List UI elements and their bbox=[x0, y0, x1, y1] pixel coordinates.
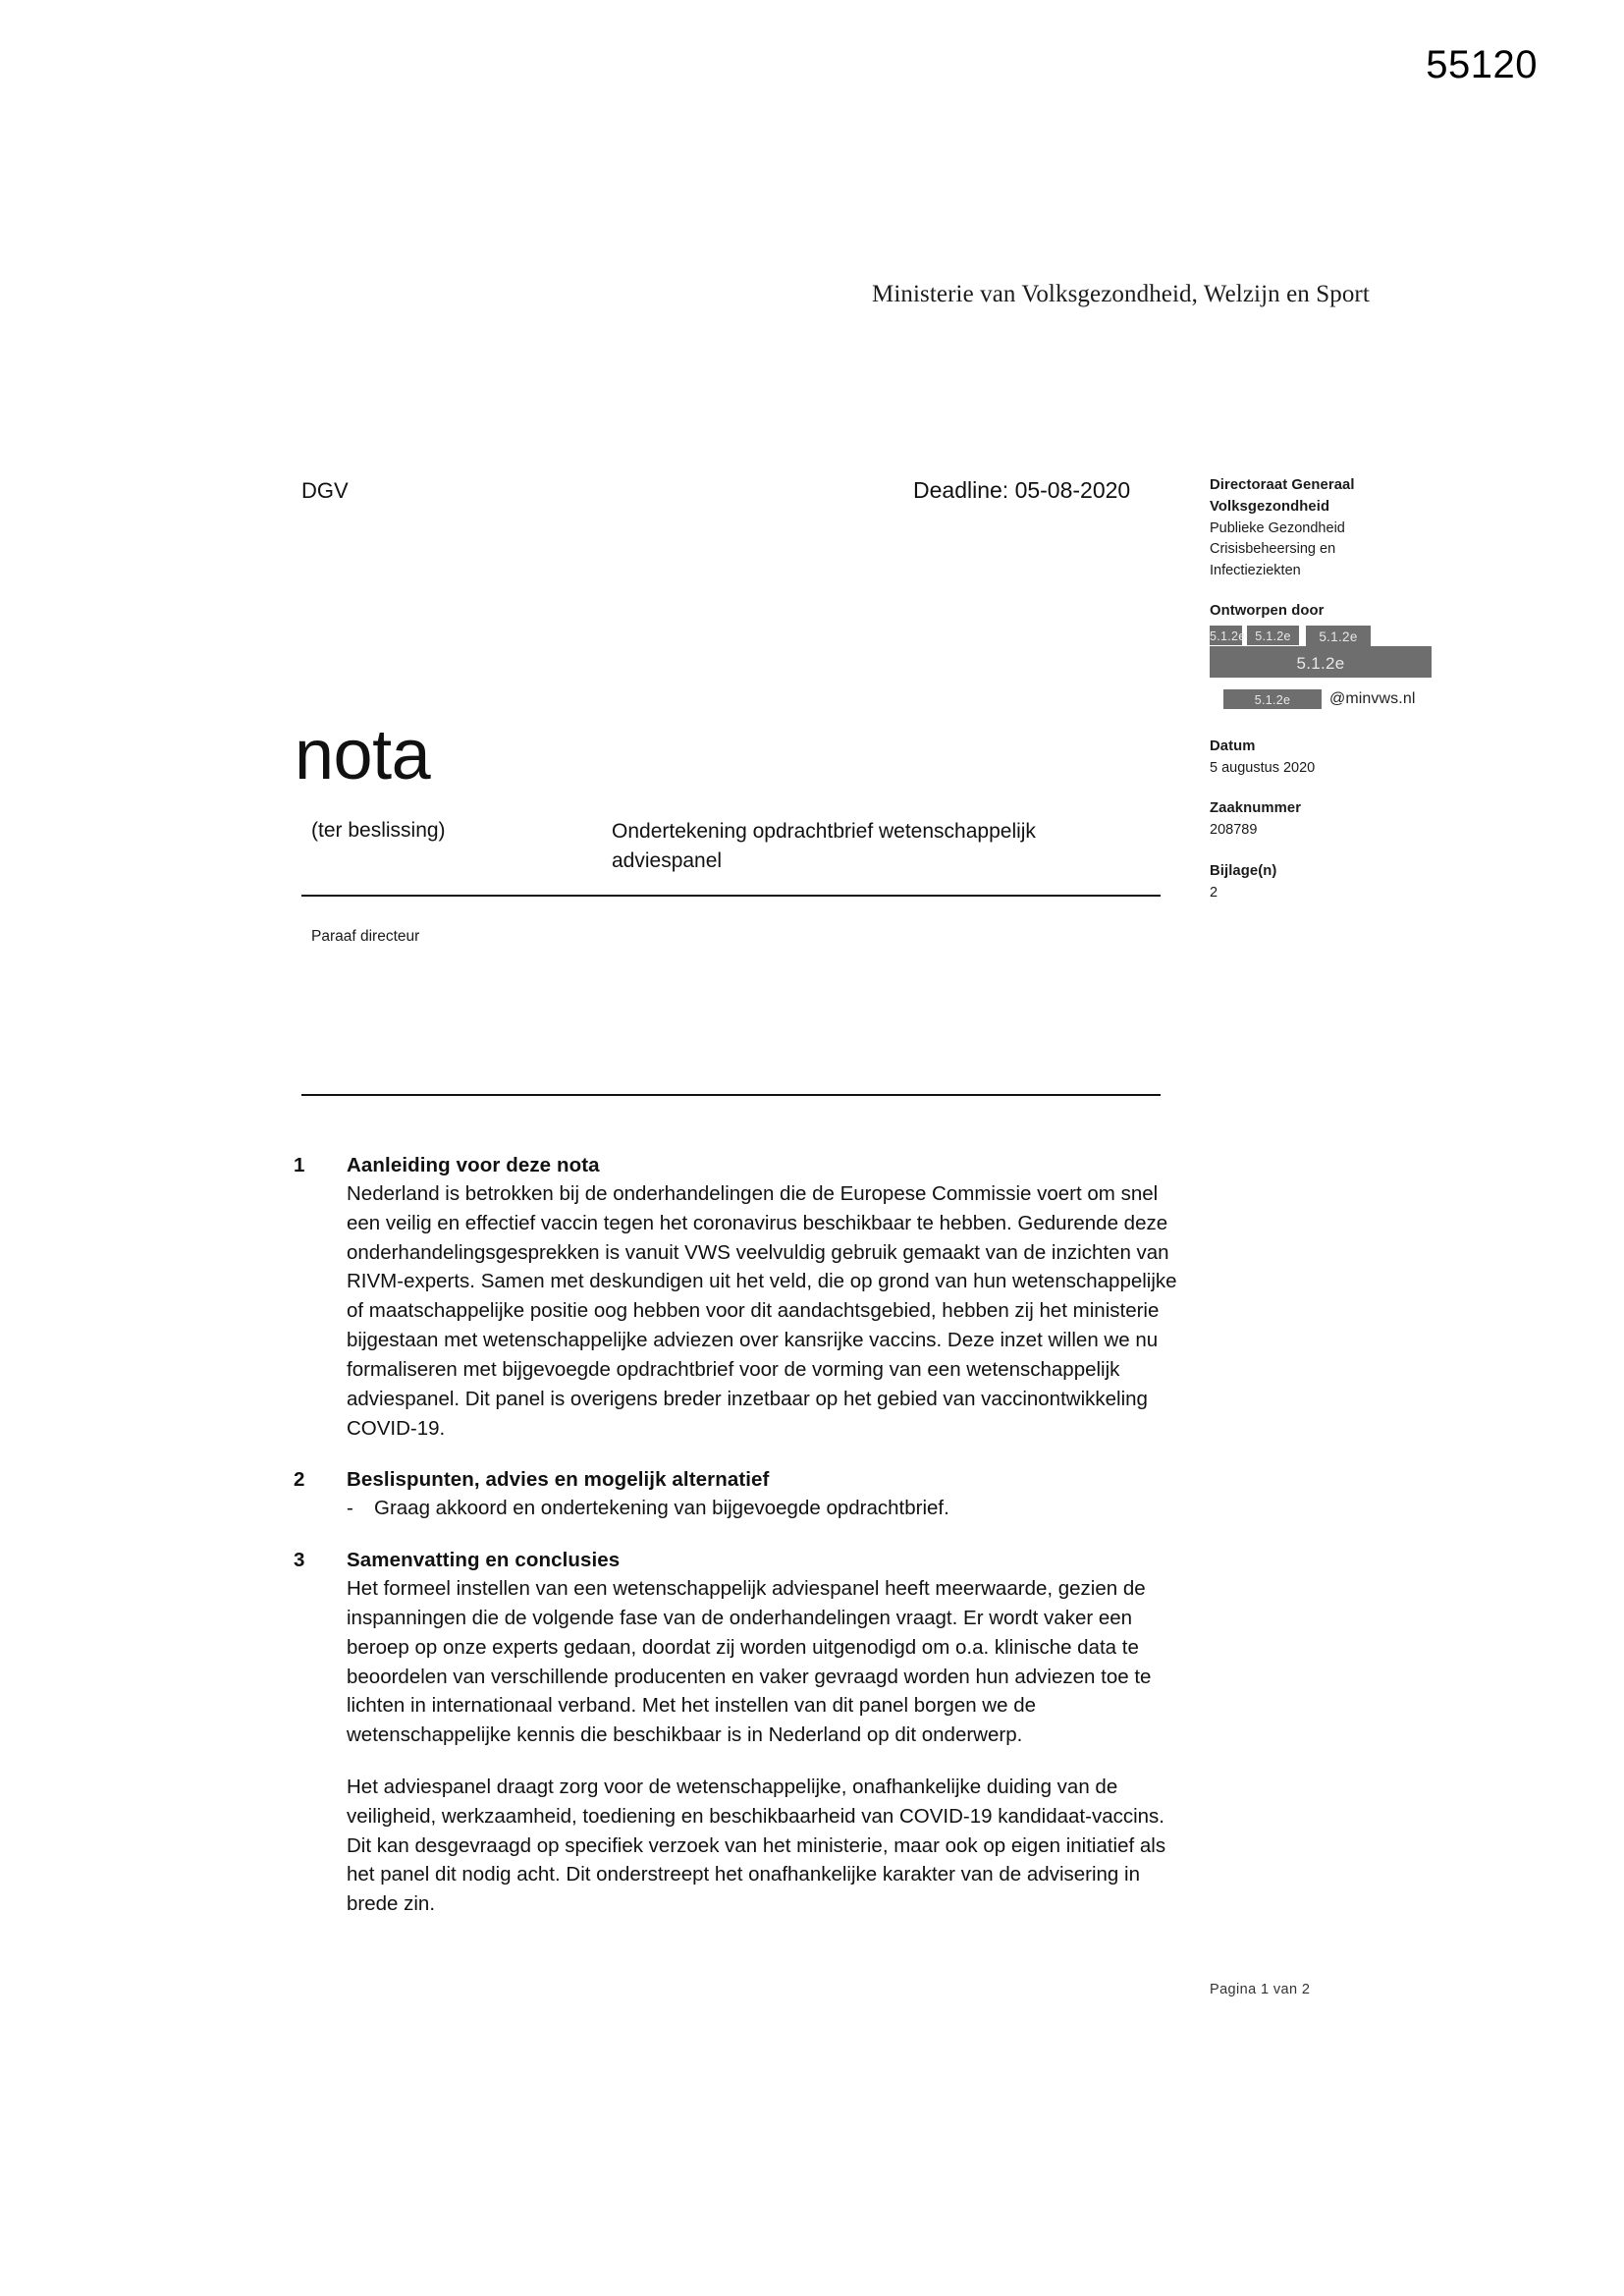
case-number-label: Zaaknummer bbox=[1210, 800, 1302, 817]
redaction-box-3: 5.1.2e bbox=[1306, 626, 1371, 646]
document-section bbox=[294, 1154, 1182, 1443]
ministry-wordmark bbox=[872, 278, 1370, 311]
directorate-heading-line-2: Volksgezondheid bbox=[1210, 498, 1330, 515]
section-paragraph: Het formeel instellen van een wetenschappelijk adviespanel heeft meerwaarde, gezien de inspanningen die de volgende fase van de onderhandelingen vraagt. Er wordt vaker een beroep op onze experts gedaan, doordat zij worden uitgenodigd om o.a. klinische data te beoordelen van verschillende producenten en vaker gevraagd worden hun adviezen toe te lichten in internationaal verband. Met het instellen van dit panel borgen we de wetenschappelijke kennis die beschikbaar is in Nederland op dit onderwerp. bbox=[347, 1577, 1152, 1747]
section-body bbox=[347, 1574, 1182, 1919]
sidebar-block-case-number bbox=[1210, 798, 1504, 841]
divider-top bbox=[301, 895, 1161, 897]
section-paragraph: Het adviespanel draagt zorg voor de wetenschappelijke, onafhankelijke duiding van de veiligheid, werkzaamheid, toediening en beschikbaarheid van COVID-19 kandidaat-vaccins. Dit kan desgevraagd op specifiek verzoek van het ministerie, maar ook op eigen initiatief als het panel dit nodig acht. Dit onderstreept het onafhankelijke karakter van de advisering in brede zin. bbox=[347, 1776, 1166, 1916]
redaction-row-name bbox=[1210, 646, 1504, 678]
document-section bbox=[294, 1468, 1182, 1523]
case-number-value: 208789 bbox=[1210, 822, 1258, 839]
section-heading bbox=[294, 1468, 1182, 1492]
redaction-box-email-user: 5.1.2e bbox=[1223, 689, 1322, 709]
date-value: 5 augustus 2020 bbox=[1210, 759, 1316, 776]
section-number: 2 bbox=[294, 1468, 305, 1492]
section-title: Beslispunten, advies en mogelijk alternatief bbox=[347, 1468, 770, 1492]
footer-page-indicator: Pagina 1 van 2 bbox=[1210, 1982, 1311, 1997]
document-subject: Ondertekening opdrachtbrief wetenschappelijk adviespanel bbox=[612, 820, 1036, 872]
redaction-box-1: 5.1.2e bbox=[1210, 626, 1242, 645]
date-label: Datum bbox=[1210, 738, 1256, 755]
section-heading bbox=[294, 1549, 1182, 1572]
ministry-line-1: Ministerie van Volksgezondheid, bbox=[872, 281, 1198, 307]
email-domain: @minvws.nl bbox=[1329, 690, 1416, 708]
attachments-label: Bijlage(n) bbox=[1210, 862, 1277, 879]
section-number: 1 bbox=[294, 1154, 305, 1176]
ministry-line-2: Welzijn en Sport bbox=[1203, 281, 1370, 307]
redaction-row-email bbox=[1210, 689, 1504, 711]
directorate-heading-line-1: Directoraat Generaal bbox=[1210, 477, 1355, 493]
department-code: DGV bbox=[301, 478, 349, 503]
attachments-value: 2 bbox=[1210, 884, 1218, 901]
section-title: Aanleiding voor deze nota bbox=[347, 1154, 600, 1176]
designed-by-label: Ontworpen door bbox=[1210, 603, 1325, 620]
bullet-marker: - bbox=[347, 1497, 353, 1520]
director-initials-label: Paraaf directeur bbox=[311, 928, 420, 945]
document-body bbox=[294, 1154, 1182, 1944]
redaction-box-name: 5.1.2e bbox=[1210, 646, 1432, 678]
sidebar-block-attachments bbox=[1210, 861, 1504, 903]
section-heading bbox=[294, 1154, 1182, 1177]
scan-page-number: 55120 bbox=[1426, 43, 1538, 86]
sidebar-block-designed-by bbox=[1210, 601, 1504, 711]
redaction-row-initials bbox=[1210, 626, 1504, 646]
directorate-sub-line-3: Infectieziekten bbox=[1210, 562, 1301, 578]
document-kind: (ter beslissing) bbox=[311, 819, 446, 842]
section-paragraph: Nederland is betrokken bij de onderhandelingen die de Europese Commissie voert om snel een veilig en effectief vaccin tegen het coronavirus beschikbaar te hebben. Gedurende deze onderhandelingsgesprekken is vanuit VWS veelvuldig gebruik gemaakt van de inzichten van RIVM-experts. Samen met deskundigen uit het veld, die op grond van hun wetenschappelijke of maatschappelijke positie oog hebben voor dit aandachtsgebied, hebben zij het ministerie bijgestaan met wetenschappelijke adviezen over kansrijke vaccins. Deze inzet willen we nu formaliseren met bijgevoegde opdrachtbrief voor de vorming van een wetenschappelijk adviespanel. Dit panel is overigens breder inzetbaar op het gebied van vaccinontwikkeling COVID-19. bbox=[347, 1182, 1177, 1440]
section-title: Samenvatting en conclusies bbox=[347, 1549, 621, 1572]
section-number: 3 bbox=[294, 1549, 305, 1572]
document-title: nota bbox=[295, 716, 431, 794]
directorate-sub-line-2: Crisisbeheersing en bbox=[1210, 541, 1336, 558]
bullet-item bbox=[347, 1494, 1182, 1523]
document-section bbox=[294, 1549, 1182, 1919]
deadline-label: Deadline: 05-08-2020 bbox=[913, 477, 1131, 503]
section-bullet-list bbox=[347, 1494, 1182, 1523]
bullet-text: Graag akkoord en ondertekening van bijgevoegde opdrachtbrief. bbox=[374, 1497, 949, 1520]
redaction-box-2: 5.1.2e bbox=[1247, 626, 1299, 645]
sidebar-metadata bbox=[1210, 475, 1504, 923]
sidebar-block-directorate bbox=[1210, 475, 1504, 581]
section-body bbox=[347, 1179, 1182, 1443]
divider-bottom bbox=[301, 1094, 1161, 1096]
sidebar-block-date bbox=[1210, 737, 1504, 779]
directorate-sub-line-1: Publieke Gezondheid bbox=[1210, 519, 1345, 536]
